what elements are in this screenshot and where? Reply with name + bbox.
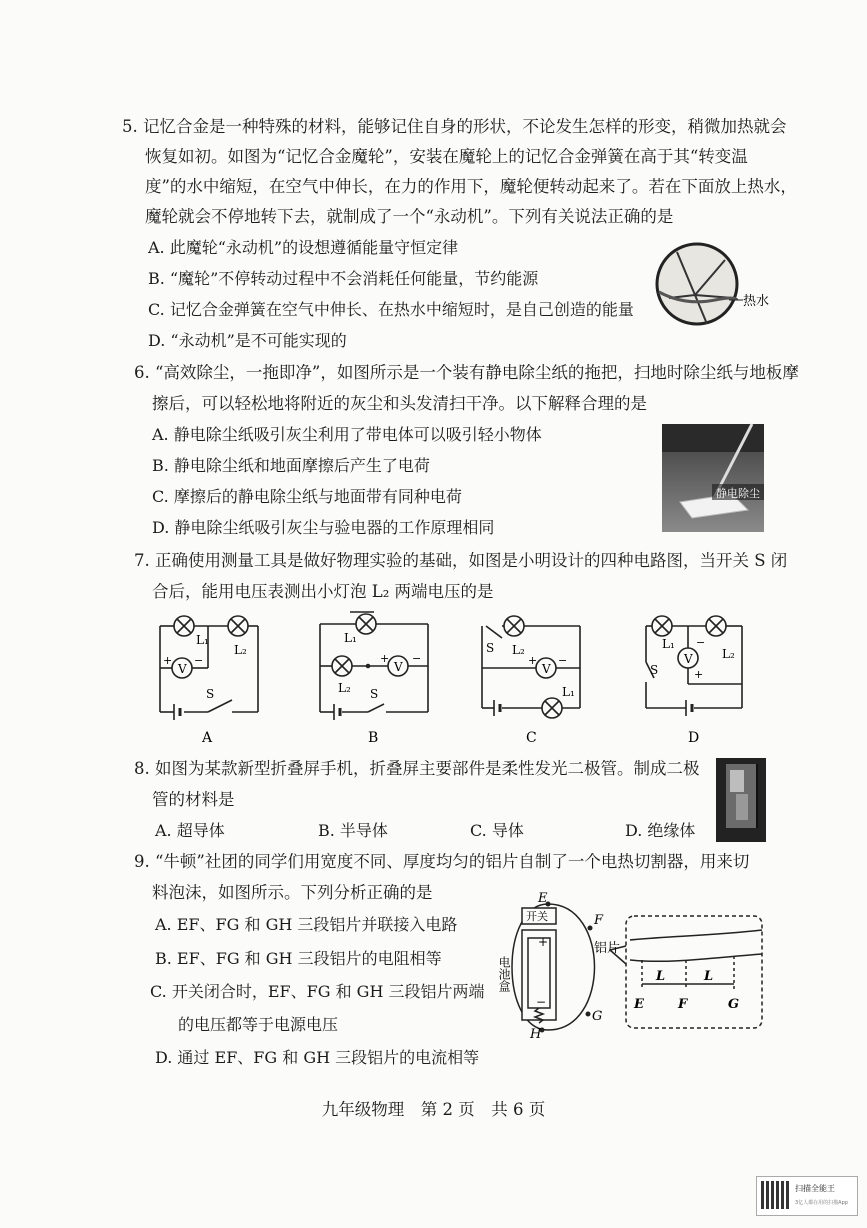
lamp-l2-label: L₂ — [234, 643, 247, 657]
q9-line-2: 料泡沫，如图所示。下列分析正确的是 — [152, 883, 433, 902]
point-f-label: F — [594, 913, 604, 928]
switch-label: S — [206, 687, 215, 701]
battery-box-label: 电池盒 — [497, 956, 511, 992]
q5-line-3: 度”的水中缩短，在空气中伸长，在力的作用下，魔轮便转动起来了。若在下面放上热水， — [145, 177, 797, 196]
q5-option-b: B. “魔轮”不停转动过程中不会消耗任何能量，节约能源 — [148, 269, 539, 288]
q9-option-c-cont: 的电压都等于电源电压 — [178, 1015, 339, 1034]
q6-option-c: C. 摩擦后的静电除尘纸与地面带有同种电荷 — [152, 487, 462, 506]
minus-sign: − — [536, 995, 547, 1009]
mop-caption: 静电除尘 — [716, 487, 760, 500]
lamp-l1-label: L₁ — [344, 631, 357, 645]
q8-option-c: C. 导体 — [470, 821, 524, 840]
hot-water-label: 热水 — [743, 294, 770, 309]
plus-sign: + — [528, 654, 538, 667]
lamp-l1-label: L₁ — [662, 637, 675, 651]
q5-option-c: C. 记忆合金弹簧在空气中伸长、在热水中缩短时，是自己创造的能量 — [148, 300, 634, 319]
circuit-c — [472, 612, 592, 748]
plus-sign: + — [163, 654, 173, 667]
point-g-label: G — [592, 1009, 603, 1024]
q5-line-1: 5. 记忆合金是一种特殊的材料，能够记住自身的形状，不论发生怎样的形变，稍微加热就会 — [122, 117, 787, 136]
q8-option-b: B. 半导体 — [318, 821, 388, 840]
voltmeter-symbol: V — [542, 662, 551, 676]
circuit-label: A — [202, 730, 213, 746]
point-h-label: H — [530, 1027, 542, 1042]
circuit-a — [150, 612, 270, 748]
switch-label: 开关 — [526, 910, 548, 923]
q9-option-b: B. EF、FG 和 GH 三段铝片的电阻相等 — [155, 949, 442, 968]
switch-label: S — [486, 641, 495, 655]
q6-line-2: 擦后，可以轻松地将附近的灰尘和头发清扫干净。以下解释合理的是 — [152, 394, 647, 413]
q5-option-a: A. 此魔轮“永动机”的设想遵循能量守恒定律 — [148, 238, 459, 257]
q7-line-1: 7. 正确使用测量工具是做好物理实验的基础，如图是小明设计的四种电路图，当开关 S 闭 — [134, 551, 788, 570]
detail-g-label: G — [728, 997, 740, 1012]
circuit-label: D — [688, 730, 700, 746]
q5-line-2: 恢复如初。如图为“记忆合金魔轮”，安装在魔轮上的记忆合金弹簧在高于其“转变温 — [145, 147, 748, 166]
switch-label: S — [650, 663, 659, 677]
q6-line-1: 6. “高效除尘，一拖即净”，如图所示是一个装有静电除尘纸的拖把，扫地时除尘纸与地板摩 — [134, 363, 799, 382]
page-footer: 九年级物理 第 2 页 共 6 页 — [321, 1100, 546, 1119]
stamp-subtitle: 3亿人都在用的扫描App — [795, 1200, 848, 1206]
q6-option-b: B. 静电除尘纸和地面摩擦后产生了电荷 — [152, 456, 430, 475]
voltmeter-symbol: V — [178, 662, 187, 676]
plus-sign: + — [380, 652, 390, 665]
q5-option-d: D. “永动机”是不可能实现的 — [148, 331, 347, 350]
lamp-l1-label: L₁ — [562, 685, 575, 699]
detail-e-label: E — [634, 997, 644, 1012]
q8-option-a: A. 超导体 — [155, 821, 225, 840]
plus-sign: + — [538, 935, 549, 949]
lamp-l2-label: L₂ — [722, 647, 735, 661]
minus-sign: − — [696, 636, 706, 649]
voltmeter-symbol: V — [684, 652, 693, 666]
q8-option-d: D. 绝缘体 — [625, 821, 696, 840]
q5-line-4: 魔轮就会不停地转下去，就制成了一个“永动机”。下列有关说法正确的是 — [145, 207, 674, 226]
folding-phone-photo — [716, 758, 766, 842]
circuit-label: B — [368, 730, 379, 746]
qr-code-icon — [761, 1181, 789, 1209]
q6-option-d: D. 静电除尘纸吸引灰尘与验电器的工作原理相同 — [152, 518, 495, 537]
q9-option-a: A. EF、FG 和 GH 三段铝片并联接入电路 — [155, 915, 458, 934]
minus-sign: − — [558, 654, 568, 667]
heat-cutter-figure — [497, 890, 764, 1042]
circuit-b — [310, 608, 440, 748]
mop-photo — [662, 424, 764, 532]
voltmeter-symbol: V — [394, 660, 403, 674]
q9-option-c: C. 开关闭合时，EF、FG 和 GH 三段铝片两端 — [150, 982, 485, 1001]
lamp-l2-label: L₂ — [338, 681, 351, 695]
switch-label: S — [370, 687, 379, 701]
q7-line-2: 合后，能用电压表测出小灯泡 L₂ 两端电压的是 — [152, 582, 494, 601]
lamp-l1-label: L₁ — [196, 633, 209, 647]
lamp-l2-label: L₂ — [512, 643, 525, 657]
minus-sign: − — [412, 652, 422, 665]
length-l-label: L — [656, 969, 666, 984]
magic-wheel-figure — [655, 240, 770, 330]
plus-sign: + — [694, 668, 704, 681]
q9-option-d: D. 通过 EF、FG 和 GH 三段铝片的电流相等 — [155, 1048, 480, 1067]
scanner-stamp — [756, 1176, 858, 1216]
minus-sign: − — [194, 654, 204, 667]
aluminum-foil-label: 铝片 — [594, 941, 621, 956]
q8-line-1: 8. 如图为某款新型折叠屏手机，折叠屏主要部件是柔性发光二极管。制成二极 — [134, 759, 700, 778]
point-e-label: E — [538, 891, 548, 906]
q9-line-1: 9. “牛顿”社团的同学们用宽度不同、厚度均匀的铝片自制了一个电热切割器，用来切 — [134, 852, 750, 871]
stamp-title: 扫描全能王 — [795, 1184, 835, 1193]
detail-f-label: F — [678, 997, 688, 1012]
length-l-label-2: L — [704, 969, 714, 984]
circuit-d — [636, 612, 754, 748]
q8-line-2: 管的材料是 — [152, 790, 235, 809]
circuit-label: C — [526, 730, 537, 746]
q6-option-a: A. 静电除尘纸吸引灰尘利用了带电体可以吸引轻小物体 — [152, 425, 542, 444]
